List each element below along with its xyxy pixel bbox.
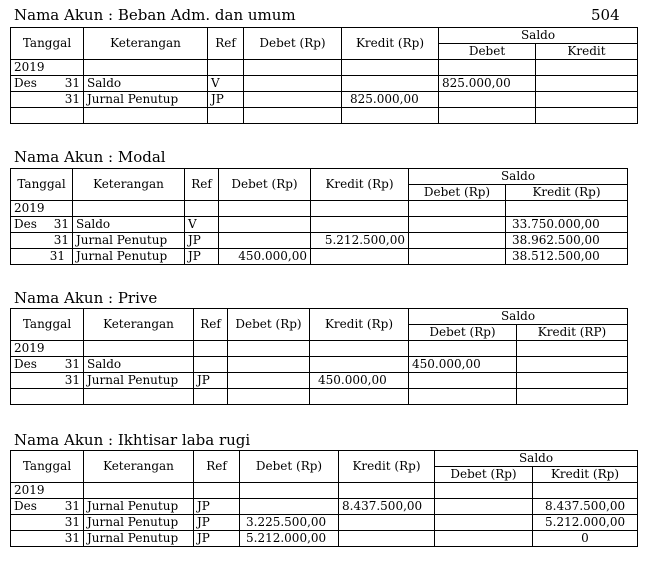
table-row (11, 531, 638, 547)
header-keterangan: Keterangan (84, 28, 208, 60)
table-row (11, 60, 638, 76)
cell-saldo-kredit: 0 (533, 531, 638, 547)
table-row (11, 389, 628, 405)
cell-saldo-kredit: 5.212.000,00 (533, 515, 638, 531)
cell-ref: JP (194, 515, 240, 531)
header-debet: Debet (Rp) (219, 169, 311, 201)
cell-keterangan: Jurnal Penutup (73, 249, 185, 265)
table-row (11, 373, 628, 389)
cell-kredit: 8.437.500,00 (339, 499, 435, 515)
cell-saldo-debet (435, 515, 533, 531)
cell-keterangan: Jurnal Penutup (84, 531, 194, 547)
cell-debet (228, 357, 310, 373)
header-kredit: Kredit (Rp) (310, 309, 409, 341)
cell-date: 31 (11, 92, 84, 108)
cell-saldo-debet (435, 499, 533, 515)
account-title: Nama Akun : Modal (14, 148, 166, 166)
header-saldo: Saldo (409, 169, 628, 185)
cell-kredit (342, 76, 439, 92)
cell-debet (219, 233, 311, 249)
cell-ref (194, 357, 228, 373)
cell-keterangan: Saldo (84, 76, 208, 92)
cell-ref: JP (194, 531, 240, 547)
cell-date: Des 31 (11, 357, 84, 373)
table-row (11, 249, 628, 265)
header-debet: Debet (Rp) (228, 309, 310, 341)
cell-ref: JP (194, 499, 240, 515)
header-saldo-debet: Debet (Rp) (409, 325, 517, 341)
cell-kredit: 825.000,00 (342, 92, 439, 108)
cell-saldo-kredit (517, 373, 628, 389)
table-row (11, 76, 638, 92)
cell-debet: 3.225.500,00 (240, 515, 339, 531)
cell-kredit (339, 531, 435, 547)
header-saldo-debet: Debet (Rp) (435, 467, 533, 483)
cell-date: 31 (11, 249, 73, 265)
cell-kredit: 450.000,00 (310, 373, 409, 389)
cell-keterangan: Jurnal Penutup (84, 515, 194, 531)
table-row (11, 499, 638, 515)
account-title: Nama Akun : Prive (14, 289, 158, 307)
cell-year: 2019 (11, 341, 84, 357)
header-saldo: Saldo (439, 28, 638, 44)
header-keterangan: Keterangan (84, 309, 194, 341)
table-row (11, 108, 638, 124)
account-title: Nama Akun : Ikhtisar laba rugi (14, 431, 251, 449)
header-saldo-kredit: Kredit (Rp) (506, 185, 628, 201)
header-saldo-kredit: Kredit (RP) (517, 325, 628, 341)
cell-date: 31 (11, 373, 84, 389)
cell-debet: 5.212.000,00 (240, 531, 339, 547)
header-ref: Ref (208, 28, 244, 60)
ledger-table (10, 308, 628, 405)
cell-kredit (339, 515, 435, 531)
header-debet: Debet (Rp) (244, 28, 342, 60)
cell-ref: JP (185, 233, 219, 249)
cell-saldo-kredit (536, 76, 638, 92)
cell-saldo-debet (409, 233, 506, 249)
header-saldo-debet: Debet (439, 44, 536, 60)
cell-year: 2019 (11, 483, 84, 499)
cell-date: 31 (11, 531, 84, 547)
cell-debet (244, 92, 342, 108)
cell-keterangan: Saldo (73, 217, 185, 233)
cell-debet (244, 76, 342, 92)
account-title: Nama Akun : Beban Adm. dan umum (14, 6, 296, 24)
cell-saldo-debet: 825.000,00 (439, 76, 536, 92)
cell-date: 31 (11, 515, 84, 531)
cell-debet: 450.000,00 (219, 249, 311, 265)
cell-debet (219, 217, 311, 233)
cell-ref: JP (194, 373, 228, 389)
table-row (11, 515, 638, 531)
header-tanggal: Tanggal (11, 309, 84, 341)
cell-keterangan: Jurnal Penutup (84, 373, 194, 389)
header-saldo: Saldo (409, 309, 628, 325)
cell-saldo-kredit (517, 357, 628, 373)
cell-year: 2019 (11, 60, 84, 76)
header-keterangan: Keterangan (73, 169, 185, 201)
table-row (11, 357, 628, 373)
table-row (11, 233, 628, 249)
cell-saldo-kredit: 33.750.000,00 (506, 217, 628, 233)
cell-saldo-debet (409, 373, 517, 389)
table-row (11, 201, 628, 217)
cell-saldo-kredit: 8.437.500,00 (533, 499, 638, 515)
cell-saldo-debet (409, 249, 506, 265)
cell-keterangan: Jurnal Penutup (84, 92, 208, 108)
header-tanggal: Tanggal (11, 451, 84, 483)
header-tanggal: Tanggal (11, 169, 73, 201)
page-number: 504 (591, 6, 620, 24)
table-row (11, 92, 638, 108)
header-kredit: Kredit (Rp) (311, 169, 409, 201)
cell-keterangan: Jurnal Penutup (73, 233, 185, 249)
cell-saldo-debet: 450.000,00 (409, 357, 517, 373)
cell-kredit (311, 217, 409, 233)
header-saldo-debet: Debet (Rp) (409, 185, 506, 201)
cell-ref: V (185, 217, 219, 233)
cell-ref: JP (208, 92, 244, 108)
header-ref: Ref (185, 169, 219, 201)
ledger-table (10, 168, 628, 265)
cell-ref: V (208, 76, 244, 92)
cell-saldo-debet (435, 531, 533, 547)
ledger-table (10, 450, 638, 547)
cell-debet (228, 373, 310, 389)
cell-saldo-kredit (536, 92, 638, 108)
header-saldo: Saldo (435, 451, 638, 467)
cell-saldo-kredit: 38.962.500,00 (506, 233, 628, 249)
header-saldo-kredit: Kredit (Rp) (533, 467, 638, 483)
cell-kredit: 5.212.500,00 (311, 233, 409, 249)
header-ref: Ref (194, 451, 240, 483)
cell-debet (240, 499, 339, 515)
cell-kredit (310, 357, 409, 373)
cell-saldo-debet (409, 217, 506, 233)
header-tanggal: Tanggal (11, 28, 84, 60)
table-row (11, 341, 628, 357)
header-kredit: Kredit (Rp) (339, 451, 435, 483)
header-keterangan: Keterangan (84, 451, 194, 483)
cell-kredit (311, 249, 409, 265)
table-row (11, 483, 638, 499)
header-kredit: Kredit (Rp) (342, 28, 439, 60)
cell-date: 31 (11, 233, 73, 249)
cell-date: Des 31 (11, 217, 73, 233)
header-debet: Debet (Rp) (240, 451, 339, 483)
cell-date: Des 31 (11, 499, 84, 515)
ledger-table (10, 27, 638, 124)
cell-saldo-debet (439, 92, 536, 108)
cell-year: 2019 (11, 201, 73, 217)
cell-ref: JP (185, 249, 219, 265)
cell-saldo-kredit: 38.512.500,00 (506, 249, 628, 265)
cell-keterangan: Saldo (84, 357, 194, 373)
table-row (11, 217, 628, 233)
cell-keterangan: Jurnal Penutup (84, 499, 194, 515)
header-ref: Ref (194, 309, 228, 341)
cell-date: Des 31 (11, 76, 84, 92)
header-saldo-kredit: Kredit (536, 44, 638, 60)
